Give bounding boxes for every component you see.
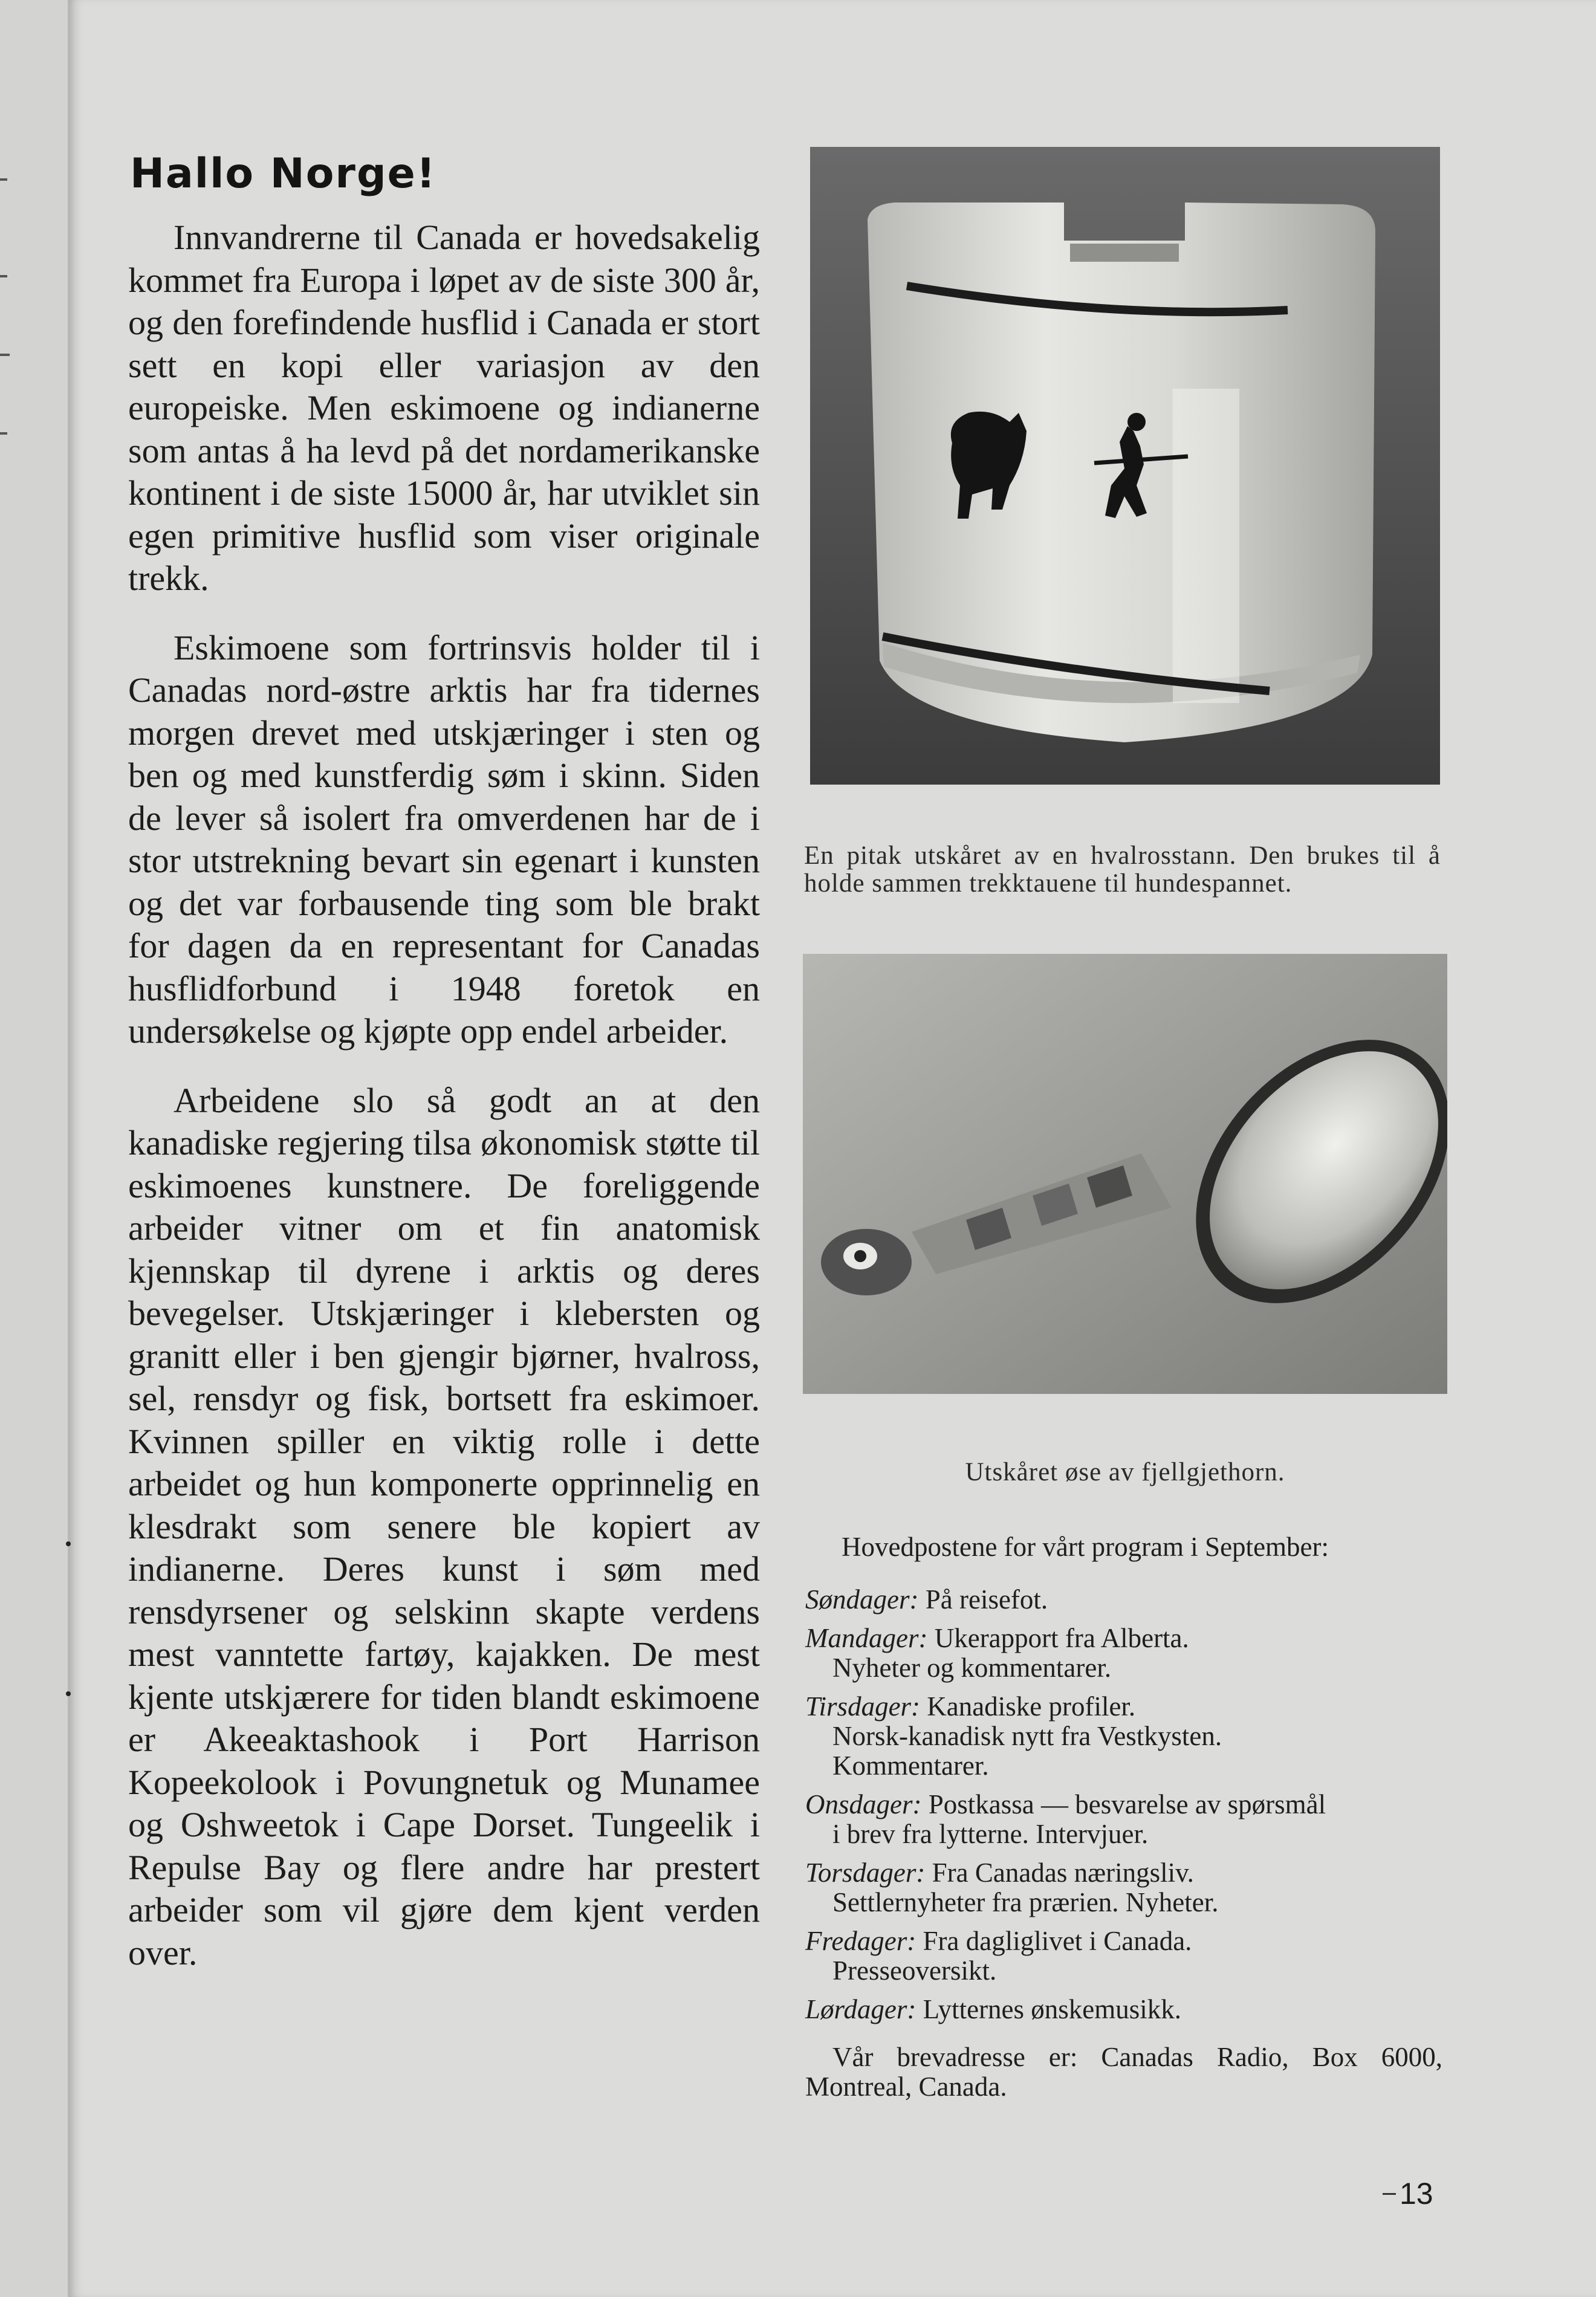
program-day: Lørdager:	[805, 1994, 916, 2024]
binding-mark	[66, 1691, 71, 1696]
margin-mark	[0, 354, 10, 356]
program-day: Onsdager:	[805, 1789, 922, 1819]
program-item	[805, 1624, 1442, 1683]
article-paragraph: Arbeidene slo så godt an at den kanadiske regjering tilsa økonomisk støtte til eskimoenes kunstnere. De foreliggende arbeider vitner om et fin anatomisk kjennskap til dyrene i arktis og deres bevegelser. Utskjæringer i klebersten og granitt eller i ben gjengir bjørner, hvalross, sel, rensdyr og fisk, bortsett fra eskimoer. Kvinnen spiller en viktig rolle i dette arbeidet og hun komponerte opprinnelig en klesdrakt som senere ble kopiert av indianerne. Deres kunst i søm med rensdyrsener og selskinn skapte verdens mest vanntette fartøy, kajakken. De mest kjente utskjærere for tiden blandt eskimoene er Akeeaktashook i Port Harrison Kopeekolook i Povungnetuk og Munamee og Oshweetok i Cape Dorset. Tungeelik i Repulse Bay og flere andre har prestert arbeider som vil gjøre dem kjent verden over.	[128, 1080, 760, 1972]
program-list	[805, 1585, 1442, 2024]
program-day: Mandager:	[805, 1623, 928, 1653]
ladle-image	[803, 954, 1447, 1394]
program-line: Ukerapport fra Alberta.	[934, 1623, 1189, 1653]
photo-caption: En pitak utskåret av en hvalrosstann. Den brukes til å holde sammen trekktauene til hundespannet.	[804, 841, 1441, 898]
page-number: 13	[1400, 2177, 1433, 2211]
magazine-page	[70, 0, 1596, 2297]
mailing-address: Vår brevadresse er: Canadas Radio, Box 6000, Montreal, Canada.	[805, 2042, 1442, 2102]
photo-ladle	[803, 954, 1447, 1394]
photo-pitak	[810, 147, 1440, 785]
program-line: Fra Canadas næringsliv.	[932, 1858, 1194, 1888]
binding-mark	[66, 1541, 71, 1546]
margin-mark	[0, 178, 7, 181]
margin-mark	[0, 432, 7, 435]
pitak-image	[810, 147, 1440, 785]
program-item	[805, 1585, 1442, 1615]
program-line: Postkassa — besvarelse av spørsmål	[928, 1789, 1326, 1819]
program-item	[805, 1926, 1442, 1986]
program-line: Nyheter og kommentarer.	[832, 1653, 1112, 1683]
program-line: Lytternes ønskemusikk.	[923, 1994, 1182, 2024]
article-paragraph: Eskimoene som fortrinsvis holder til i Canadas nord-østre arktis har fra tidernes morgen drevet med utskjæringer i sten og ben og med kunstferdig søm i skinn. Siden de lever så isolert fra omverdenen har de i stor utstrekning bevart sin egenart i kunsten og det var forbausende ting som ble brakt for dagen da en representant for Canadas husflidforbund i 1948 foretok en undersøkelse og kjøpte opp endel arbeider.	[128, 627, 760, 1051]
margin-mark	[0, 275, 7, 277]
program-line: Kanadiske profiler.	[927, 1691, 1136, 1722]
program-line: Fra dagliglivet i Canada.	[923, 1926, 1192, 1956]
program-day: Tirsdager:	[805, 1691, 921, 1722]
program-line: Presseoversikt.	[832, 1955, 997, 1986]
program-item	[805, 1858, 1442, 1917]
program-intro: Hovedpostene for vårt program i September:	[842, 1532, 1329, 1562]
article-paragraph: Innvandrerne til Canada er hovedsakelig kommet fra Europa i løpet av de siste 300 år, og den forefindende husflid i Canada er stort sett en kopi eller variasjon av den europeiske. Men eskimoene og indianerne som antas å ha levd på det nordamerikanske kontinent i de siste 15000 år, har utviklet sin egen primitive husflid som viser originale trekk.	[128, 218, 760, 598]
program-line: i brev fra lytterne. Intervjuer.	[832, 1819, 1149, 1849]
program-item	[805, 1995, 1442, 2024]
program-item	[805, 1692, 1442, 1781]
program-schedule	[805, 1532, 1442, 2102]
article-title: Hallo Norge!	[130, 150, 436, 198]
program-line: Norsk-kanadisk nytt fra Vestkysten.	[832, 1721, 1222, 1751]
facing-page-edge	[0, 0, 70, 2297]
photo-caption: Utskåret øse av fjellgjethorn.	[965, 1458, 1285, 1486]
program-day: Søndager:	[805, 1584, 919, 1615]
program-line: Settlernyheter fra prærien. Nyheter.	[832, 1887, 1219, 1917]
article-body	[128, 216, 760, 2001]
program-line: Kommentarer.	[832, 1751, 989, 1781]
program-day: Fredager:	[805, 1926, 916, 1956]
program-item	[805, 1790, 1442, 1849]
program-day: Torsdager:	[805, 1858, 926, 1888]
program-line: På reisefot.	[925, 1584, 1048, 1615]
page-number-mark	[1383, 2193, 1396, 2195]
